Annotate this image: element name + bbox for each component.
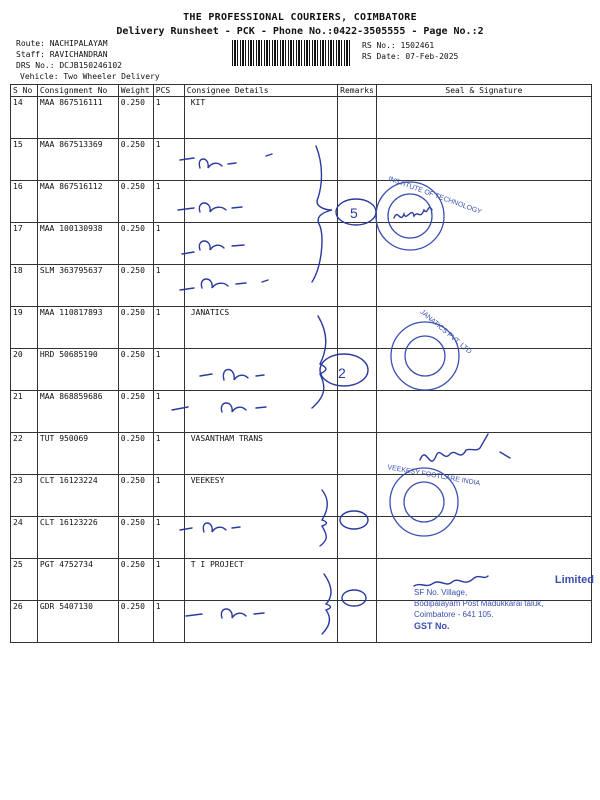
header-remarks: Remarks (338, 85, 377, 97)
sno-cell: 14 (11, 97, 38, 139)
consignee-cell: KIT (184, 97, 337, 139)
header-consignee: Consignee Details (184, 85, 337, 97)
janatics-stamp-text: JANATICS PVT. LTD (418, 308, 473, 356)
pcs-cell: 1 (153, 559, 184, 601)
consignment-no-cell: CLT 16123224 (37, 475, 118, 517)
document-title: THE PROFESSIONAL COURIERS, COIMBATORE (183, 12, 417, 23)
signature-cell (376, 181, 591, 223)
sno-cell: 26 (11, 601, 38, 643)
rs-date: RS Date: 07-Feb-2025 (362, 52, 459, 61)
sno-cell: 16 (11, 181, 38, 223)
signature-cell (376, 349, 591, 391)
pcs-cell: 1 (153, 349, 184, 391)
vehicle-label: Vehicle: Two Wheeler Delivery (20, 72, 160, 81)
company-stamp-line3: Bodipalayam Post Madukkarai taluk, (414, 599, 544, 608)
signature-cell (376, 517, 591, 559)
consignee-cell: VASANTHAM TRANS (184, 433, 337, 475)
company-stamp-line2: SF No. Village, (414, 588, 468, 597)
remarks-cell (338, 433, 377, 475)
remarks-cell (338, 223, 377, 265)
consignment-no-cell: MAA 868859686 (37, 391, 118, 433)
weight-cell: 0.250 (118, 391, 153, 433)
pcs-cell: 1 (153, 475, 184, 517)
sno-cell: 25 (11, 559, 38, 601)
sno-cell: 17 (11, 223, 38, 265)
weight-cell: 0.250 (118, 559, 153, 601)
consignment-no-cell: CLT 16123226 (37, 517, 118, 559)
table-row (11, 223, 592, 265)
consignee-cell: VEEKESY (184, 475, 337, 517)
remarks-cell (338, 475, 377, 517)
weight-cell: 0.250 (118, 349, 153, 391)
pcs-cell: 1 (153, 307, 184, 349)
consignment-no-cell: MAA 867516111 (37, 97, 118, 139)
weight-cell: 0.250 (118, 475, 153, 517)
remarks-cell (338, 307, 377, 349)
pcs-cell: 1 (153, 139, 184, 181)
table-row (11, 475, 592, 517)
signature-cell (376, 139, 591, 181)
rs-number: RS No.: 1502461 (362, 41, 435, 50)
technology-stamp-text: INSTITUTE OF TECHNOLOGY (387, 175, 483, 216)
consignment-no-cell: MAA 867516112 (37, 181, 118, 223)
consignee-cell (184, 601, 337, 643)
weight-cell: 0.250 (118, 223, 153, 265)
handwritten-count-5: 5 (350, 205, 358, 221)
pcs-cell: 1 (153, 97, 184, 139)
table-header-row (11, 85, 592, 97)
consignee-cell (184, 517, 337, 559)
barcode (232, 40, 352, 66)
consignee-cell: JANATICS (184, 307, 337, 349)
pcs-cell: 1 (153, 601, 184, 643)
table-row (11, 307, 592, 349)
consignment-no-cell: MAA 110817893 (37, 307, 118, 349)
consignment-no-cell: MAA 867513369 (37, 139, 118, 181)
signature-cell (376, 223, 591, 265)
consignment-no-cell: SLM 363795637 (37, 265, 118, 307)
company-stamp-line1: Limited (554, 574, 594, 586)
table-row (11, 517, 592, 559)
signature-cell (376, 433, 591, 475)
weight-cell: 0.250 (118, 265, 153, 307)
sno-cell: 18 (11, 265, 38, 307)
weight-cell: 0.250 (118, 601, 153, 643)
remarks-cell (338, 391, 377, 433)
consignee-cell (184, 349, 337, 391)
company-stamp-line4: Coimbatore - 641 105. (414, 610, 494, 619)
company-stamp-line5: GST No. (414, 621, 450, 631)
remarks-cell (338, 139, 377, 181)
consignee-cell: T I PROJECT (184, 559, 337, 601)
remarks-cell (338, 601, 377, 643)
signature-cell (376, 97, 591, 139)
sno-cell: 24 (11, 517, 38, 559)
consignment-no-cell: GDR 5407130 (37, 601, 118, 643)
sno-cell: 15 (11, 139, 38, 181)
header-weight: Weight (118, 85, 153, 97)
weight-cell: 0.250 (118, 139, 153, 181)
remarks-cell (338, 517, 377, 559)
consignee-cell (184, 223, 337, 265)
pcs-cell: 1 (153, 265, 184, 307)
handwritten-count-2: 2 (338, 365, 346, 381)
pcs-cell: 1 (153, 391, 184, 433)
signature-cell (376, 391, 591, 433)
header-sno: S No (11, 85, 38, 97)
table-row (11, 391, 592, 433)
pcs-cell: 1 (153, 223, 184, 265)
sno-cell: 20 (11, 349, 38, 391)
company-stamp (414, 574, 594, 631)
signature-cell (376, 265, 591, 307)
remarks-cell (338, 349, 377, 391)
sno-cell: 21 (11, 391, 38, 433)
pcs-cell: 1 (153, 517, 184, 559)
table-row (11, 97, 592, 139)
consignee-cell (184, 139, 337, 181)
header-signature: Seal & Signature (376, 85, 591, 97)
pcs-cell: 1 (153, 181, 184, 223)
remarks-cell (338, 265, 377, 307)
header-consignment: Consignment No (37, 85, 118, 97)
consignee-cell (184, 181, 337, 223)
weight-cell: 0.250 (118, 307, 153, 349)
table-row (11, 139, 592, 181)
consignment-no-cell: MAA 100130938 (37, 223, 118, 265)
consignment-no-cell: TUT 950069 (37, 433, 118, 475)
table-row (11, 265, 592, 307)
remarks-cell (338, 559, 377, 601)
sno-cell: 19 (11, 307, 38, 349)
signature-cell (376, 307, 591, 349)
consignment-no-cell: HRD 50685190 (37, 349, 118, 391)
veekesy-stamp-text: VEEKESY FOOTCARE INDIA (386, 464, 481, 488)
weight-cell: 0.250 (118, 433, 153, 475)
consignment-no-cell: PGT 4752734 (37, 559, 118, 601)
remarks-cell (338, 181, 377, 223)
consignee-cell (184, 391, 337, 433)
header-pcs: PCS (153, 85, 184, 97)
runsheet-table (10, 84, 592, 643)
table-row (11, 349, 592, 391)
document-subtitle: Delivery Runsheet - PCK - Phone No.:0422-3505555 - Page No.:2 (116, 26, 484, 37)
remarks-cell (338, 97, 377, 139)
pcs-cell: 1 (153, 433, 184, 475)
signature-cell (376, 475, 591, 517)
table-row (11, 181, 592, 223)
sno-cell: 23 (11, 475, 38, 517)
weight-cell: 0.250 (118, 181, 153, 223)
consignee-cell (184, 265, 337, 307)
weight-cell: 0.250 (118, 517, 153, 559)
drs-label: DRS No.: DCJB150246102 (16, 61, 122, 70)
weight-cell: 0.250 (118, 97, 153, 139)
staff-label: Staff: RAVICHANDRAN (16, 50, 108, 59)
route-label: Route: NACHIPALAYAM (16, 39, 108, 48)
table-row (11, 433, 592, 475)
sno-cell: 22 (11, 433, 38, 475)
